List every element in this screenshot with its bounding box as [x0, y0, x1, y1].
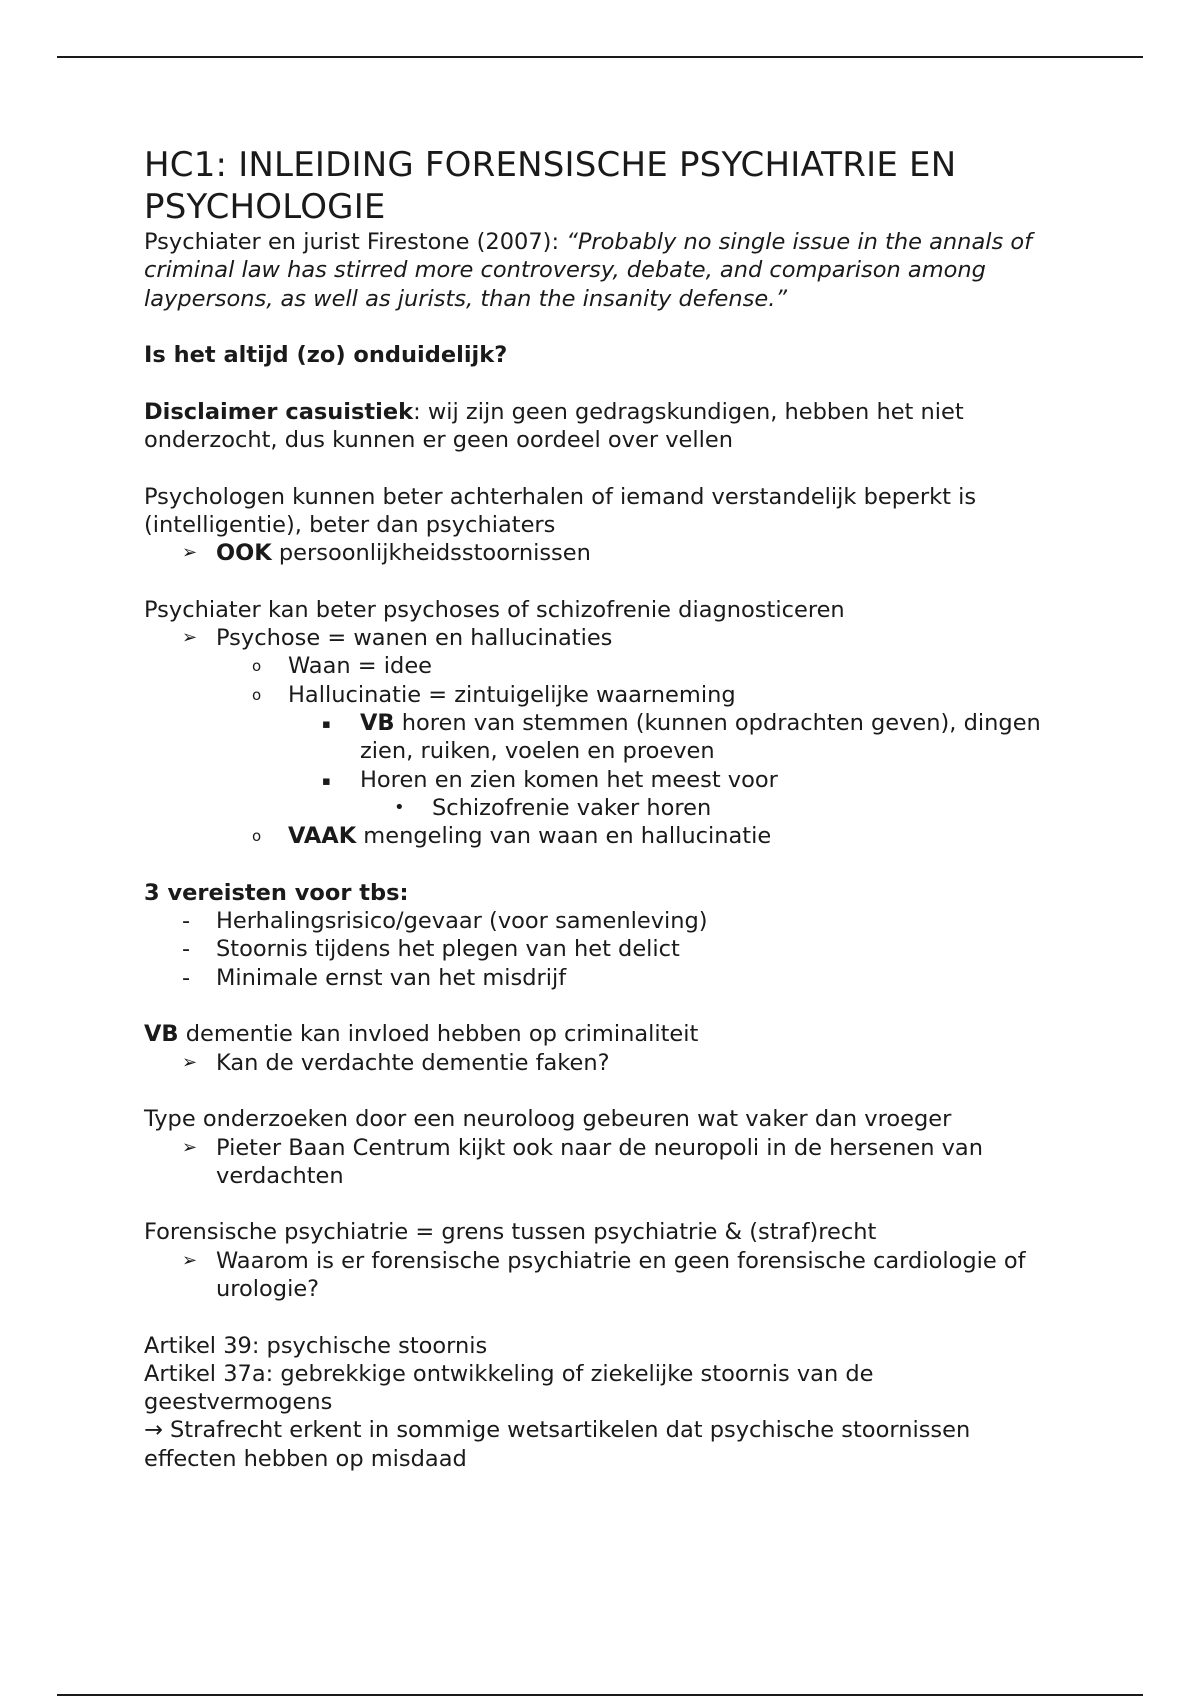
intro-paragraph: Psychiater en jurist Firestone (2007): “Probably no single issue in the annals of criminal law has stirred more controversy, debate, and comparison among laypersons, as well as jurists, than the insanity defense.”: [144, 229, 1033, 312]
list-item: - Herhalingsrisico/gevaar (voor samenleving): [182, 908, 708, 935]
list-item: - Stoornis tijdens het plegen van het delict: [182, 936, 680, 963]
list-item: o Waan = idee: [252, 653, 433, 680]
list-item: ➢ Waarom is er forensische psychiatrie en geen forensische cardiologie of urologie?: [182, 1247, 1026, 1302]
forensisch-paragraph: Forensische psychiatrie = grens tussen psychiatrie & (straf)recht: [144, 1219, 877, 1246]
list-item: ➢ OOK persoonlijkheidsstoornissen: [182, 540, 591, 567]
document-body: [144, 144, 1064, 1473]
circle-bullet-icon: o: [252, 657, 262, 676]
tbs-heading: 3 vereisten voor tbs:: [144, 879, 409, 906]
list-item: • Schizofrenie vaker horen: [394, 794, 712, 821]
disclaimer-paragraph: Disclaimer casuistiek: wij zijn geen gedragskundigen, hebben het niet onderzocht, dus kunnen er geen oordeel over vellen: [144, 398, 964, 454]
psychiater-paragraph: Psychiater kan beter psychoses of schizofrenie diagnosticeren: [144, 596, 845, 623]
list-item: ▪ Horen en zien komen het meest voor: [144, 766, 1064, 794]
list-item: o Hallucinatie = zintuigelijke waarneming: [252, 681, 736, 708]
list-item: ➢ Psychose = wanen en hallucinaties: [182, 625, 613, 652]
dash-bullet-icon: -: [182, 908, 191, 935]
header-rule: [57, 56, 1143, 58]
arrow-bullet-icon: ➢: [182, 1136, 198, 1158]
circle-bullet-icon: o: [252, 827, 262, 846]
psychologen-paragraph: Psychologen kunnen beter achterhalen of iemand verstandelijk beperkt is (intelligentie), beter dan psychiaters: [144, 483, 977, 538]
footer-rule: [57, 1694, 1143, 1696]
arrow-bullet-icon: ➢: [182, 1051, 198, 1073]
strafrecht-conclusion: → Strafrecht erkent in sommige wetsartikelen dat psychische stoornissen effecten hebben op misdaad: [144, 1417, 971, 1472]
arrow-bullet-icon: ➢: [182, 542, 198, 564]
artikel-37a: Artikel 37a: gebrekkige ontwikkeling of ziekelijke stoornis van de geestvermogens: [144, 1360, 874, 1416]
list-item: ➢ Pieter Baan Centrum kijkt ook naar de neuropoli in de hersenen van verdachten: [182, 1134, 983, 1189]
square-bullet-icon: ▪: [322, 717, 331, 733]
list-item: - Minimale ernst van het misdrijf: [182, 964, 567, 991]
list-item: ▪ VB horen van stemmen (kunnen opdrachten geven), dingen zien, ruiken, voelen en proeven: [322, 710, 1041, 765]
question-heading: Is het altijd (zo) onduidelijk?: [144, 342, 508, 369]
dash-bullet-icon: -: [182, 936, 191, 963]
circle-bullet-icon: o: [252, 685, 262, 704]
dot-bullet-icon: •: [394, 796, 405, 818]
arrow-bullet-icon: ➢: [182, 627, 198, 649]
firestone-quote: “Probably no single issue in the annals of criminal law has stirred more controversy, debate, and comparison among laypersons, as well as jurists, than the insanity defense.”: [144, 229, 1033, 312]
list-item: ➢ Kan de verdachte dementie faken?: [182, 1049, 610, 1076]
title-line-2: PSYCHOLOGIE: [144, 187, 386, 227]
dash-bullet-icon: -: [182, 964, 191, 991]
page-title: [144, 144, 1064, 228]
square-bullet-icon: ▪: [322, 773, 331, 789]
list-item: o VAAK mengeling van waan en hallucinatie: [252, 823, 772, 850]
arrow-bullet-icon: ➢: [182, 1249, 198, 1271]
dementie-paragraph: VB dementie kan invloed hebben op criminaliteit: [144, 1021, 699, 1048]
artikel-39: Artikel 39: psychische stoornis: [144, 1332, 488, 1359]
neuroloog-paragraph: Type onderzoeken door een neuroloog gebeuren wat vaker dan vroeger: [144, 1106, 952, 1133]
title-line-1: HC1: INLEIDING FORENSISCHE PSYCHIATRIE EN: [144, 145, 957, 185]
